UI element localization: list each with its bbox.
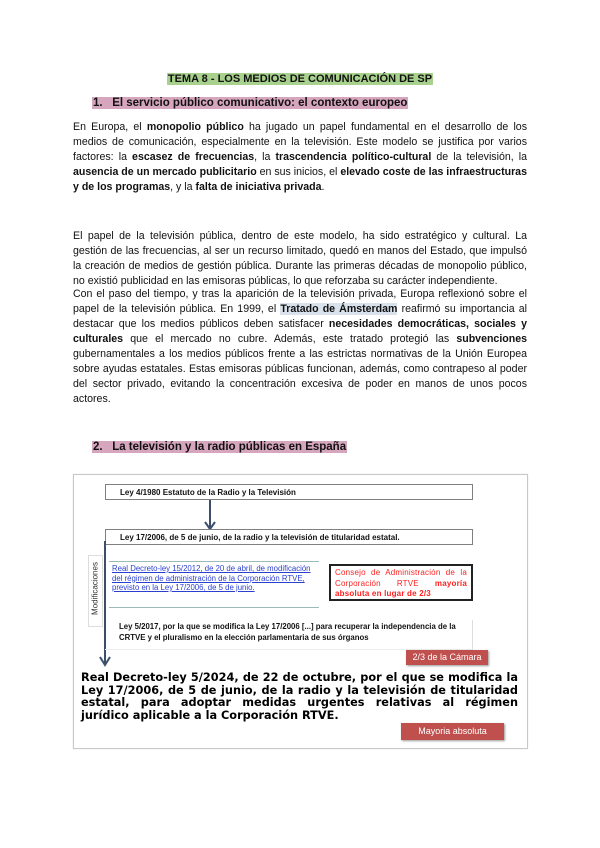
modifications-label-box [88, 555, 103, 627]
text-run: en sus inicios, el [256, 166, 341, 178]
text-run: Con el paso del tiempo, y tras la aparición de la televisión privada, Europa reflexionó sobre el papel de la televisión pública. En 1999, el [73, 288, 527, 315]
arrow-down-icon [204, 500, 216, 531]
bold-term: falta de iniciativa privada [195, 181, 322, 193]
text-run: , y la [170, 181, 196, 193]
section-title: El servicio público comunicativo: el contexto europeo [112, 97, 408, 109]
badge-absolute-majority: Mayoria absoluta [401, 723, 504, 740]
law-1980-box: Ley 4/1980 Estatuto de la Radio y la Televisión [105, 484, 473, 500]
section-heading-1 [92, 97, 408, 109]
paragraph [73, 120, 527, 195]
bold-term: necesidades democráticas, sociales y culturales [73, 318, 527, 345]
text-run: de la televisión, la [431, 151, 527, 163]
bold-term: subvenciones [456, 333, 527, 345]
bold-term: elevado coste de las infraestructuras y de los programas [73, 166, 527, 193]
modifications-label: Modificaciones [90, 562, 100, 615]
section-number: 1. [93, 97, 103, 109]
decree-2024-text: Real Decreto-ley 5/2024, de 22 de octubre, por el que se modifica la Ley 17/2006, de 5 de junio, de la radio y la televisión de titularidad estatal, para adoptar medidas urgentes relativas al régimen jurídico aplicable a la Corporación RTVE. [81, 671, 518, 722]
section-title: La televisión y la radio públicas en España [112, 441, 347, 453]
title-text: TEMA 8 - LOS MEDIOS DE COMUNICACIÓN DE SP [167, 73, 433, 85]
legislation-diagram [73, 474, 528, 749]
council-note-box [329, 564, 473, 601]
paragraph [73, 287, 527, 407]
bold-term: trascendencia político-cultural [275, 151, 432, 163]
paragraph [73, 229, 527, 289]
text-run: En Europa, el [73, 121, 147, 133]
section-heading-2 [92, 441, 347, 453]
council-note-text: Consejo de Administración de la Corporación RTVE [335, 568, 467, 588]
text-run: gubernamentales a los medios públicos frente a las estrictas normativas de la Unión Europea sobre ayudas estatales. Estas emisoras públicas funcionan, además, como contrapeso al poder del sector privado, evitando la concentración excesiva de poder en manos de unos pocos actores. [73, 348, 527, 405]
bold-term: escasez de frecuencias [132, 151, 255, 163]
text-run: reafirmó su importancia al destacar que los medios públicos deben satisfacer [73, 303, 527, 330]
decree-2012-link[interactable]: Real Decreto-ley 15/2012, de 20 de abril, de modificación del régimen de administración de la Corporación RTVE, previsto en la Ley 17/2006, de 5 de junio. [109, 561, 319, 608]
text-run: que el mercado no cubre. Además, este tratado protegió las [123, 333, 457, 345]
bold-term: ausencia de un mercado publicitario [73, 166, 257, 178]
bold-term: Tratado de Ámsterdam [280, 303, 398, 315]
section-number: 2. [93, 441, 103, 453]
text-run: , la [254, 151, 276, 163]
council-note-emphasis: mayoría absoluta en lugar de 2/3 [335, 578, 467, 598]
text-run: ha jugado un papel fundamental en el desarrollo de los medios de comunicación, especialmente en la televisión. Este modelo se justifica por varios factores: la [73, 121, 527, 163]
law-2006-box: Ley 17/2006, de 5 de junio, de la radio y la televisión de titularidad estatal. [105, 529, 473, 545]
law-2017-text: Ley 5/2017, por la que se modifica la Ley 17/2006 [...] para recuperar la independencia de la CRTVE y el pluralismo en la elección parlamentaria de sus órganos [105, 620, 473, 650]
badge-two-thirds: 2/3 de la Cámara [406, 650, 488, 665]
page-title [0, 73, 600, 85]
text-run: El papel de la televisión pública, dentro de este modelo, ha sido estratégico y cultural. La gestión de las frecuencias, al ser un recurso limitado, quedó en manos del Estado, que impulsó la creación de medios de gestión pública. Durante las primeras décadas de monopolio público, no existió publicidad en las emisoras públicas, lo que reforzaba su carácter independiente. [73, 230, 527, 287]
bold-term: monopolio público [146, 121, 244, 133]
text-run: . [321, 181, 325, 193]
